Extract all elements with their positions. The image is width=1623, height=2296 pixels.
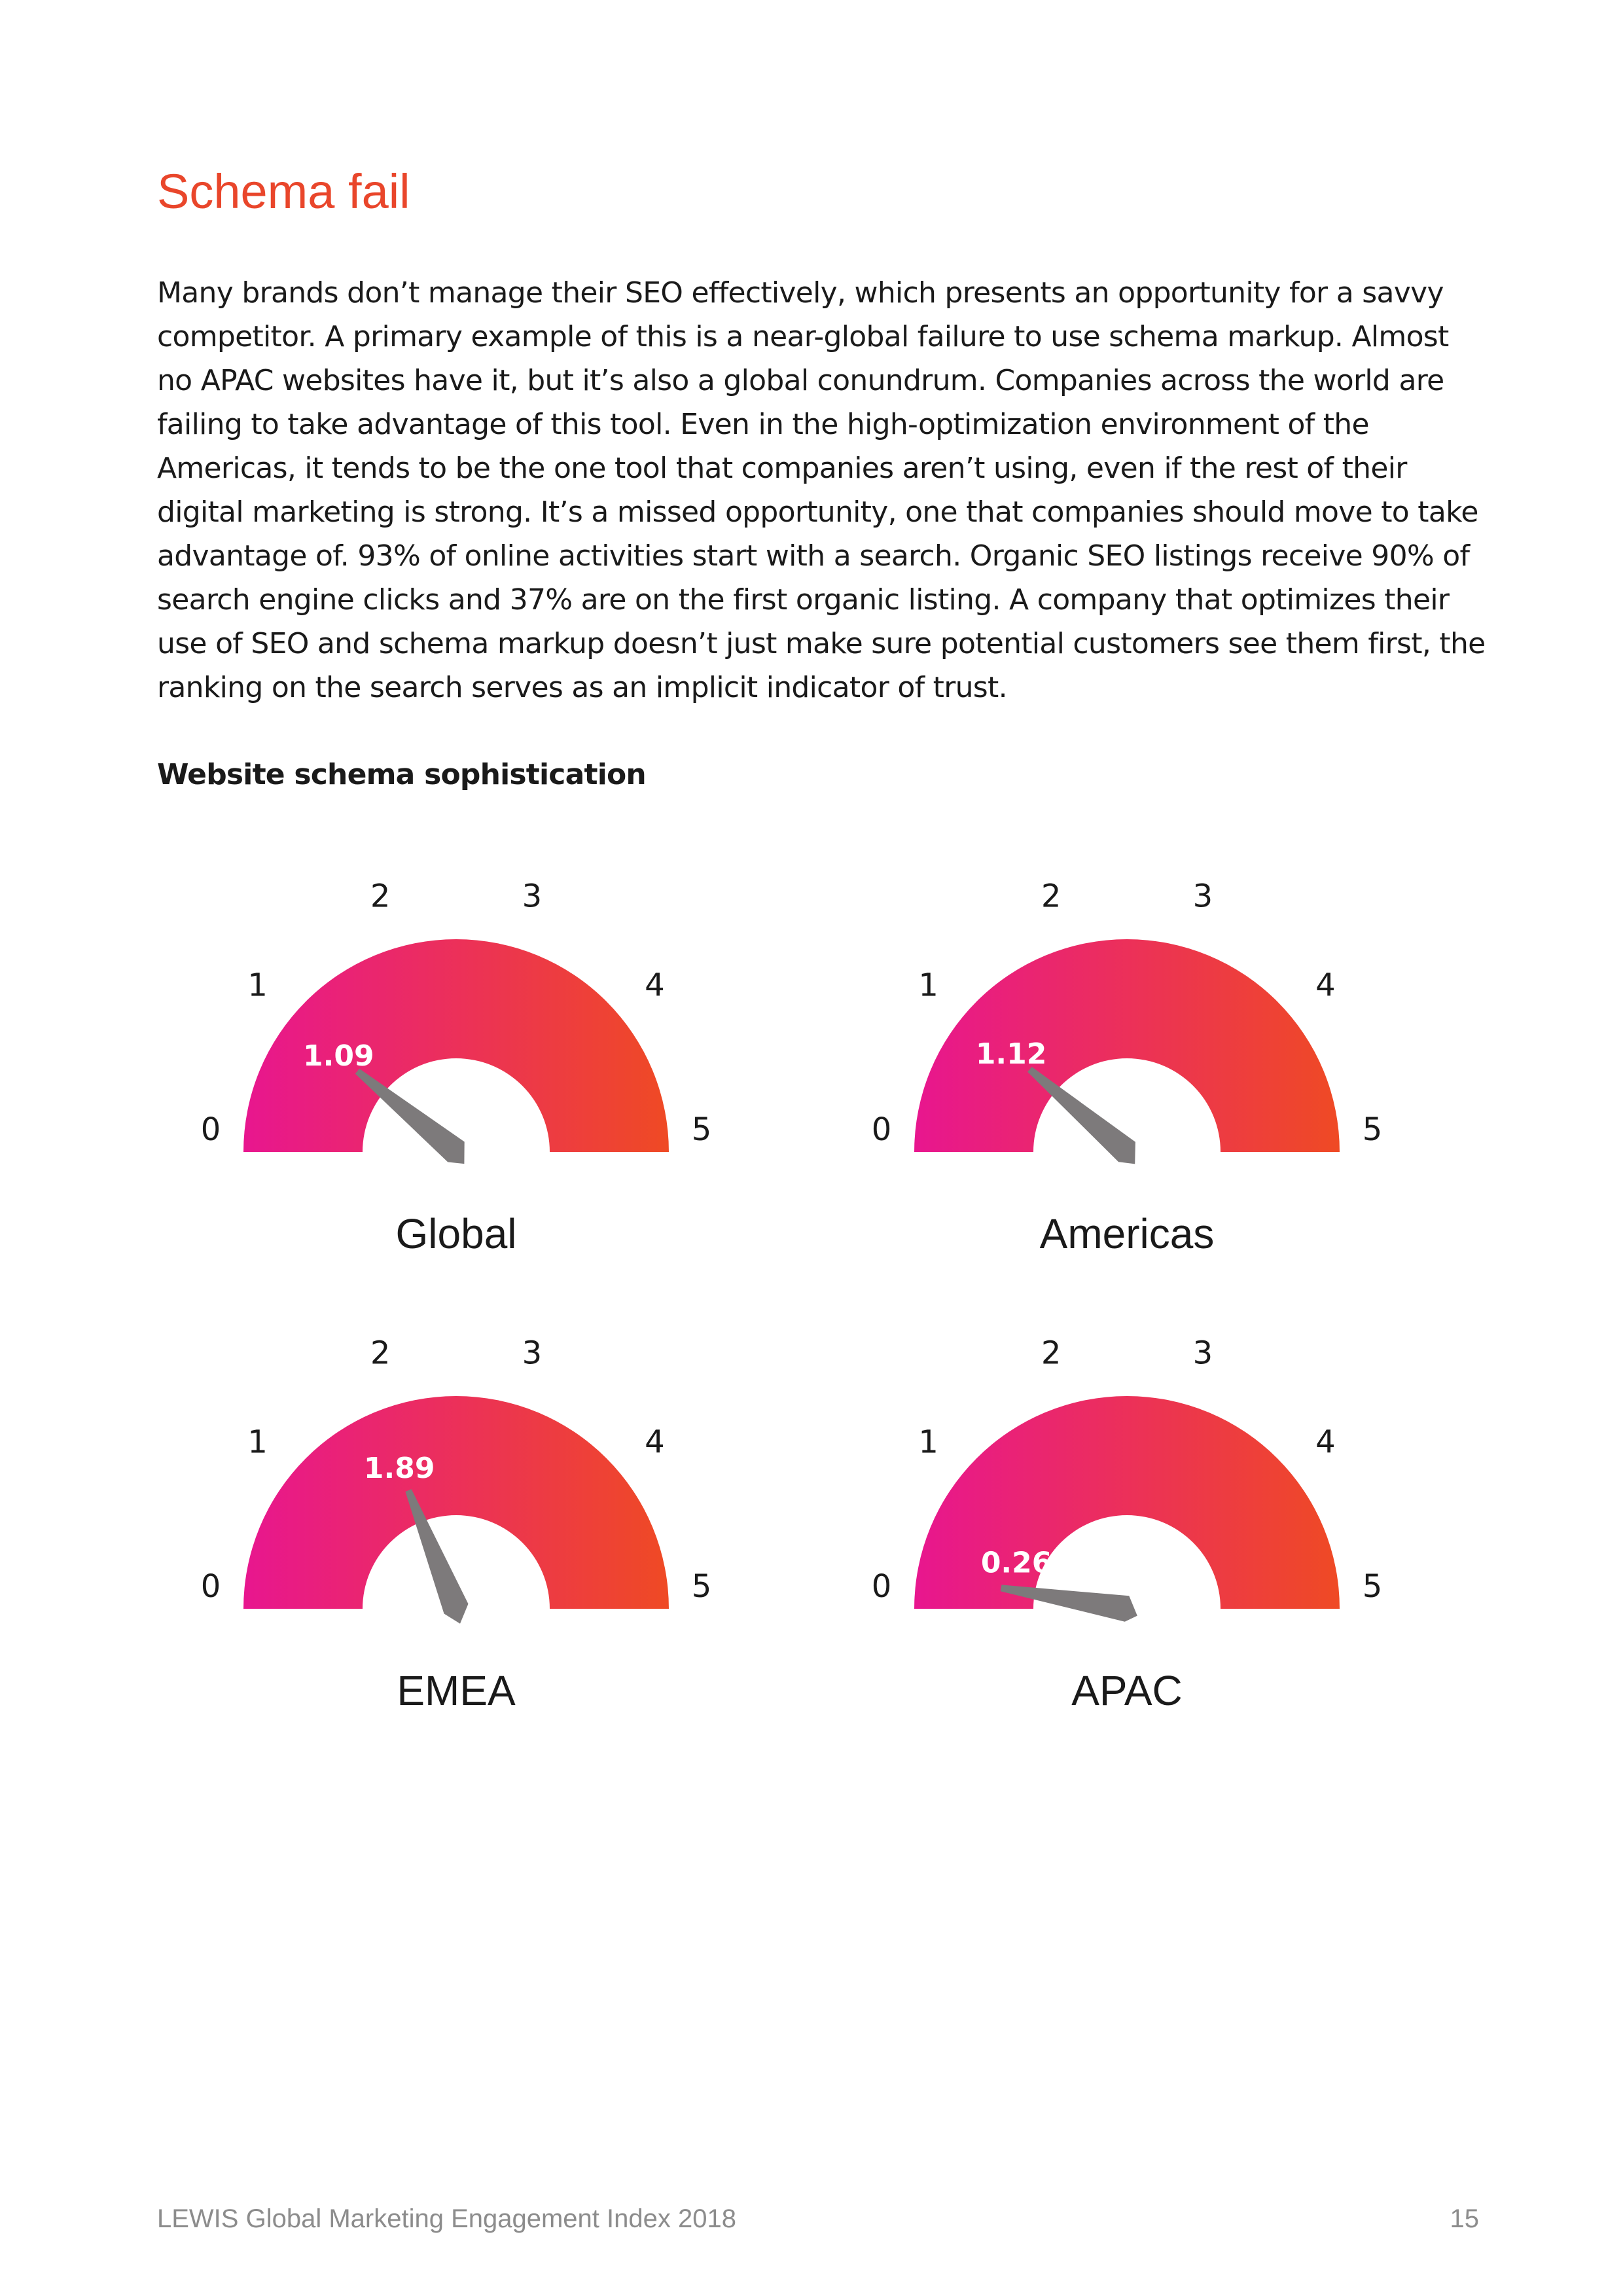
gauge-region-label: Global <box>395 1210 517 1257</box>
tick-label: 4 <box>645 1424 665 1461</box>
gauge-value-label: 0.26 <box>980 1546 1052 1580</box>
gauge-apac <box>872 1335 1383 1714</box>
gauge-global <box>201 878 712 1257</box>
tick-label: 0 <box>200 1568 221 1605</box>
tick-label: 0 <box>871 1111 892 1148</box>
gauge-emea <box>201 1335 712 1714</box>
footer-publication: LEWIS Global Marketing Engagement Index 2018 <box>157 2204 736 2233</box>
page-title: Schema fail <box>157 164 410 219</box>
gauge-band <box>914 1396 1340 1609</box>
tick-label: 3 <box>1192 1335 1213 1372</box>
body-paragraph: Many brands don’t manage their SEO effectively, which presents an opportunity for a savvy competitor. A primary example of this is a near-global failure to use schema markup. Almost no APAC websites have it, but it’s also a global conundrum. Companies across the world are failing to take advantage of this tool. Even in the high-optimization environment of the Americas, it tends to be the one tool that companies aren’t using, even if the rest of their digital marketing is strong. It’s a missed opportunity, one that companies should move to take advantage of. 93% of online activities start with a search. Organic SEO listings receive 90% of search engine clicks and 37% are on the first organic listing. A company that optimizes their use of SEO and schema markup doesn’t just make sure potential customers see them first, the ranking on the search serves as an implicit indicator of trust. <box>157 276 1486 704</box>
chart-title: Website schema sophistication <box>157 758 646 791</box>
tick-label: 1 <box>918 967 938 1004</box>
tick-label: 4 <box>1315 1424 1336 1461</box>
tick-label: 5 <box>1362 1111 1383 1148</box>
tick-label: 2 <box>370 878 391 915</box>
tick-label: 0 <box>200 1111 221 1148</box>
tick-label: 4 <box>1315 967 1336 1004</box>
tick-label: 3 <box>1192 878 1213 915</box>
gauge-value-label: 1.09 <box>303 1039 374 1073</box>
tick-label: 5 <box>691 1111 712 1148</box>
tick-label: 5 <box>1362 1568 1383 1605</box>
gauge-region-label: EMEA <box>397 1667 516 1714</box>
gauge-needle <box>1027 1067 1135 1164</box>
gauge-value-label: 1.12 <box>975 1037 1047 1071</box>
tick-label: 1 <box>247 1424 268 1461</box>
tick-label: 2 <box>370 1335 391 1372</box>
tick-label: 1 <box>247 967 268 1004</box>
gauge-value-label: 1.89 <box>363 1451 435 1485</box>
gauge-region-label: Americas <box>1039 1210 1215 1257</box>
tick-label: 1 <box>918 1424 938 1461</box>
tick-label: 4 <box>645 967 665 1004</box>
page-number: 15 <box>1450 2204 1479 2233</box>
tick-label: 2 <box>1041 878 1061 915</box>
tick-label: 3 <box>522 1335 543 1372</box>
tick-label: 2 <box>1041 1335 1061 1372</box>
tick-label: 0 <box>871 1568 892 1605</box>
gauge-band <box>243 1396 669 1609</box>
gauge-americas <box>872 878 1383 1257</box>
tick-label: 3 <box>522 878 543 915</box>
tick-label: 5 <box>691 1568 712 1605</box>
gauge-needle <box>355 1069 465 1164</box>
gauge-region-label: APAC <box>1071 1667 1183 1714</box>
